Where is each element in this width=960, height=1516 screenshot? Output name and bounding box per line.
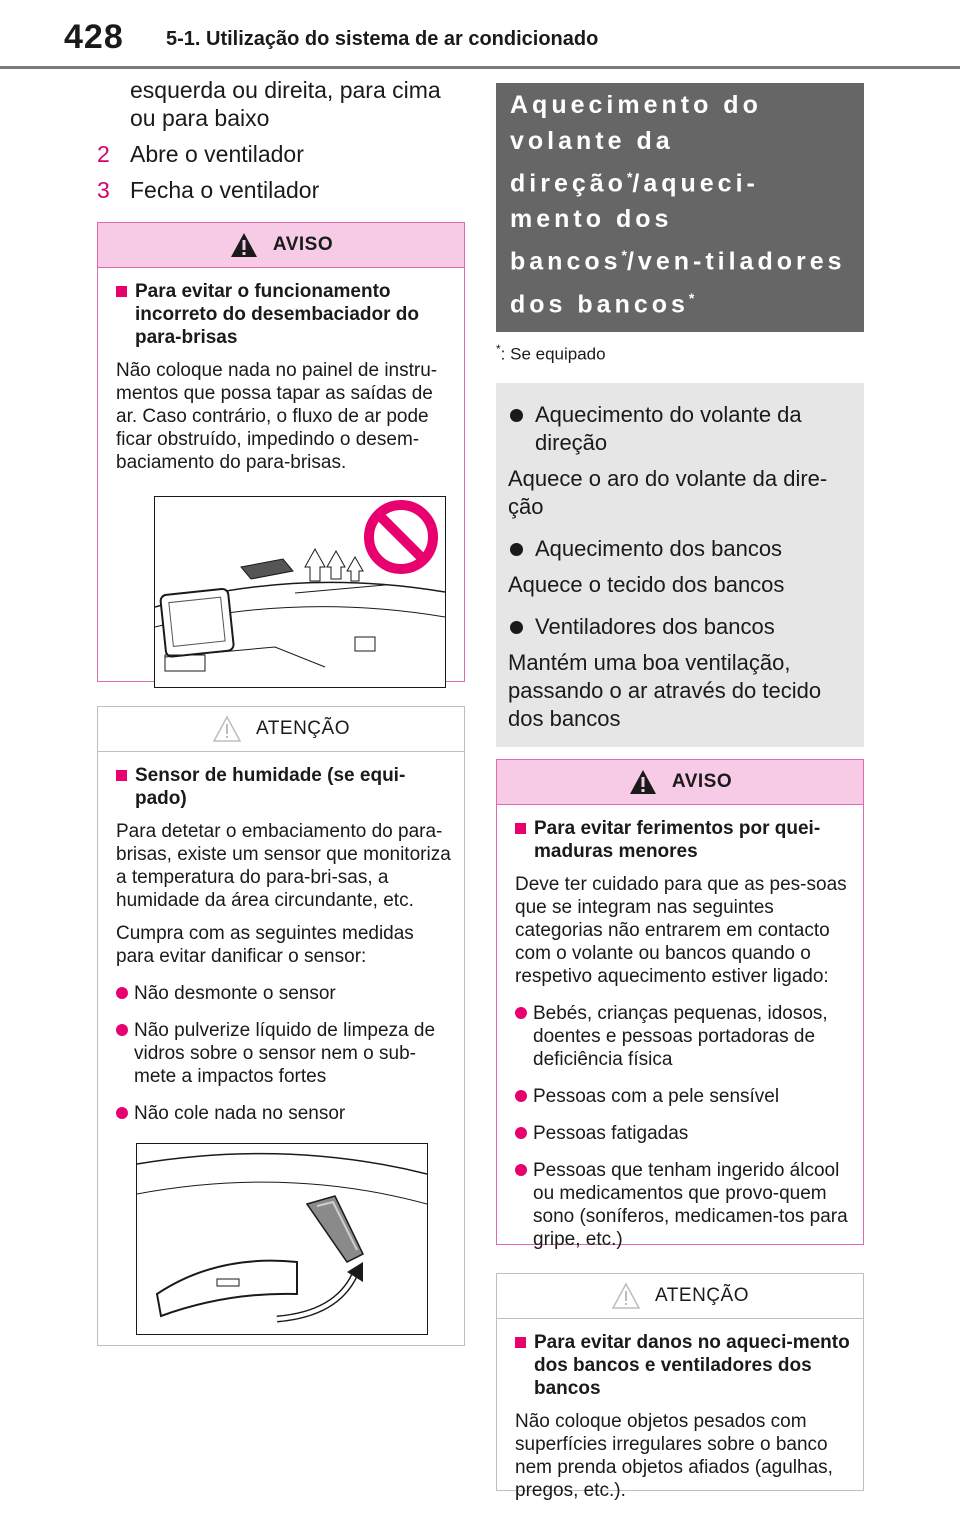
step-text: Abre o ventilador [130,141,304,167]
square-bullet-icon [116,770,127,781]
round-bullet-icon [510,409,523,422]
list-item: Pessoas fatigadas [515,1122,851,1145]
atencao-title: ATENÇÃO [256,718,350,739]
prohibited-icon [369,505,433,569]
equipment-note: *: Se equipado [496,341,606,364]
square-bullet-icon [515,823,526,834]
list-item: Pessoas que tenham ingerido álcool ou medicamentos que provo-quem sono (soníferos, medicamen-tos para gripe, etc.) [515,1159,851,1251]
round-bullet-icon [510,621,523,634]
step-text: Fecha o ventilador [130,177,320,203]
round-bullet-icon [116,1107,128,1119]
asterisk-mark: * [626,169,633,185]
page-header [0,0,960,69]
sensor-drawing [137,1144,427,1334]
round-bullet-icon [515,1090,527,1102]
round-bullet-icon [515,1127,527,1139]
atencao-box-seat-damage [496,1273,864,1501]
atencao-paragraph: Não coloque objetos pesados com superfícies irregulares sobre o banco nem prenda objetos afiados (agulhas, pregos, etc.). [515,1410,833,1501]
atencao-header [98,707,464,752]
warning-triangle-icon [212,715,242,743]
feature-heading: Aquecimento dos bancos [508,535,852,563]
aviso-subheading: Para evitar ferimentos por quei-maduras menores [515,817,851,863]
feature-description: Aquece o aro do volante da dire-ção [508,465,828,519]
asterisk-mark: * [621,247,627,264]
list-item: Não pulverize líquido de limpeza de vidros sobre o sensor nem o sub-mete a impactos fortes [116,1019,452,1088]
warning-triangle-icon [229,231,259,259]
dashboard-illustration [154,496,446,688]
aviso-header [98,223,464,268]
aviso-subheading: Para evitar o funcionamento incorreto do desembaciador do para-brisas [116,280,452,349]
round-bullet-icon [515,1164,527,1176]
step-number: 3 [97,177,110,203]
heated-features-title: Aquecimento do volante da direção*/aqueci-mento dos bancos*/ven-tiladores dos bancos* [496,83,864,332]
dashboard-drawing [155,497,445,687]
round-bullet-icon [510,543,523,556]
warning-triangle-icon [611,1282,641,1310]
aviso-box-defroster [97,222,465,682]
aviso-paragraph: Não coloque nada no painel de instru-mentos que possa tapar as saídas de ar. Caso contrário, o fluxo de ar pode ficar obstruído, impedindo o desem-baciamento do para-brisas. [116,360,438,473]
atencao-paragraph: Cumpra com as seguintes medidas para evitar danificar o sensor: [116,923,414,967]
sensor-illustration [136,1143,428,1335]
feature-heading: Ventiladores dos bancos [508,613,852,641]
aviso-header [497,760,863,805]
list-item: Bebés, crianças pequenas, idosos, doentes e pessoas portadoras de deficiência física [515,1002,851,1071]
left-column [97,76,465,1346]
warning-triangle-icon [628,768,658,796]
list-item: Não cole nada no sensor [116,1102,452,1125]
round-bullet-icon [116,987,128,999]
list-item: Não desmonte o sensor [116,982,452,1005]
step-item [97,140,465,168]
aviso-title: AVISO [671,770,733,792]
atencao-paragraph: Para detetar o embaciamento do para-brisas, existe um sensor que monitoriza a temperatura do para-bri-sas, a humidade da área circundante, etc. [116,821,451,911]
round-bullet-icon [515,1007,527,1019]
round-bullet-icon [116,1024,128,1036]
step-continuation: esquerda ou direita, para cima ou para baixo [130,77,441,131]
step-number: 2 [97,141,110,167]
aviso-title: AVISO [272,234,334,255]
square-bullet-icon [116,286,127,297]
feature-description: Mantém uma boa ventilação, passando o ar através do tecido dos bancos [508,649,822,731]
features-list-box [496,383,864,747]
right-column [496,83,864,1501]
aviso-paragraph: Deve ter cuidado para que as pes-soas que se integram nas seguintes categorias não entrarem em contacto com o volante ou bancos quando o respetivo aquecimento estiver ligado: [515,873,847,987]
feature-description: Aquece o tecido dos bancos [508,571,785,597]
aviso-box-burns [496,759,864,1250]
asterisk-mark: * [688,289,695,306]
page-number: 428 [64,18,124,56]
atencao-header [497,1274,863,1319]
atencao-title: ATENÇÃO [655,1284,749,1306]
section-title: 5-1. Utilização do sistema de ar condicionado [166,28,599,50]
feature-heading: Aquecimento do volante da direção [508,401,852,457]
list-item: Pessoas com a pele sensível [515,1085,851,1108]
step-item [97,176,465,204]
square-bullet-icon [515,1337,526,1348]
atencao-subheading: Sensor de humidade (se equi-pado) [116,764,452,810]
atencao-subheading: Para evitar danos no aqueci-mento dos bancos e ventiladores dos bancos [515,1331,851,1400]
atencao-box-humidity-sensor [97,706,465,1346]
